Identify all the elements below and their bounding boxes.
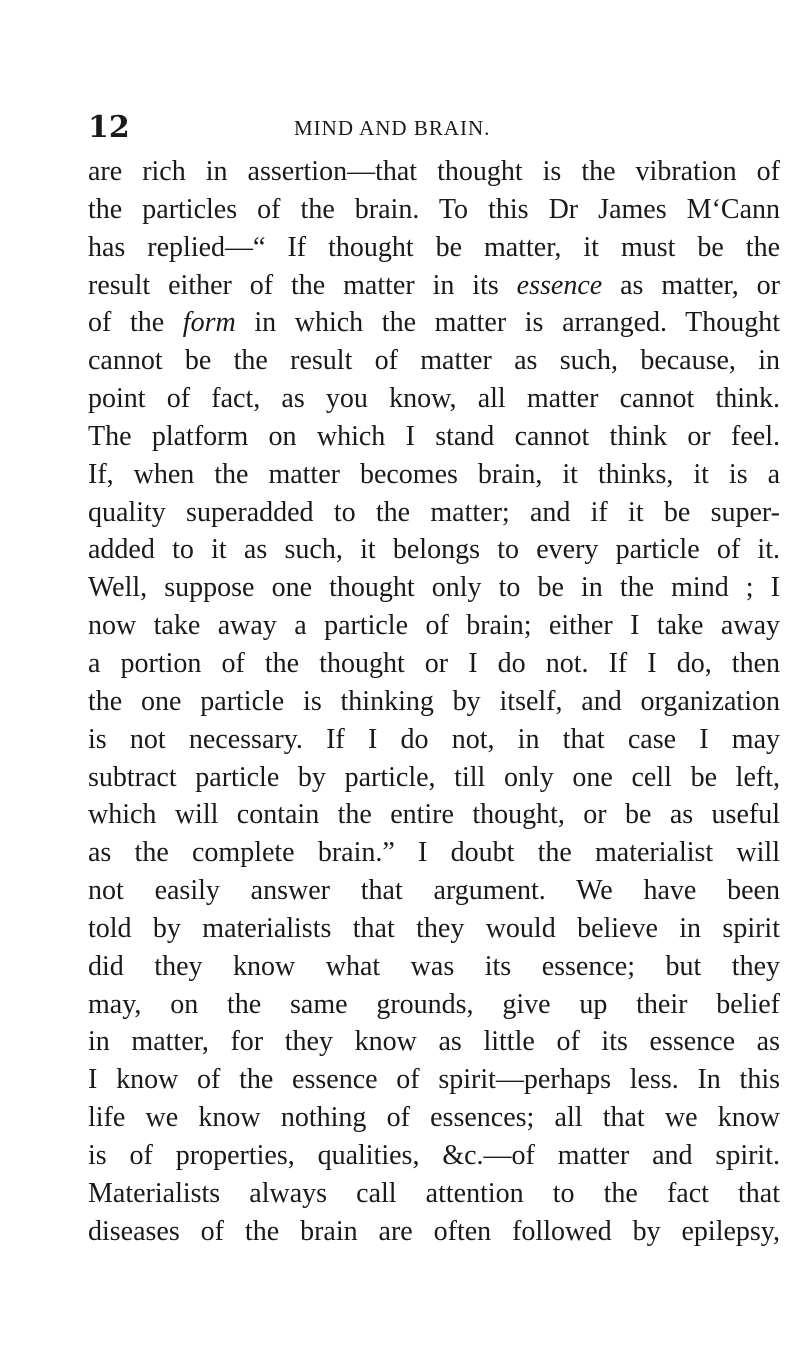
text-line: I know of the essence of spirit—perhaps less. In this [88, 1064, 780, 1096]
text-line: did they know what was its essence; but they [88, 950, 780, 982]
text-line: Well, suppose one thought only to be in the mind ; I [88, 572, 780, 604]
text-line: which will contain the entire thought, or be as useful [88, 799, 780, 831]
emphasis-text: essence [516, 269, 603, 301]
text-line: the particles of the brain. To this Dr James M‘Cann [88, 193, 780, 225]
text-line: are rich in assertion—that thought is the vibration of [88, 156, 780, 187]
text-line: is of properties, qualities, &c.—of matter and spirit. [88, 1139, 780, 1171]
text-fragment: as matter, or [602, 269, 780, 301]
text-line: is not necessary. If I do not, in that case I may [88, 723, 780, 755]
text-line: the one particle is thinking by itself, and organization [88, 685, 780, 717]
running-header [88, 108, 778, 148]
text-line: quality superadded to the matter; and if it be super- [88, 496, 780, 528]
text-line: Materialists always call attention to the fact that [88, 1177, 780, 1209]
text-line: as the complete brain.” I doubt the materialist will [88, 837, 780, 869]
text-line: in matter, for they know as little of its essence as [88, 1026, 780, 1058]
text-line: may, on the same grounds, give up their belief [88, 988, 780, 1020]
text-line: added to it as such, it belongs to every particle of it. [88, 534, 780, 566]
text-line: The platform on which I stand cannot think or feel. [88, 420, 780, 452]
text-line: life we know nothing of essences; all that we know [88, 1102, 780, 1134]
text-fragment: in which the matter is arranged. Thought [235, 307, 781, 339]
text-line: has replied—“ If thought be matter, it must be the [88, 231, 780, 263]
text-line: not easily answer that argument. We have been [88, 875, 780, 907]
page-number: 12 [88, 110, 130, 145]
text-line: If, when the matter becomes brain, it thinks, it is a [88, 458, 780, 490]
text-line: cannot be the result of matter as such, because, in [88, 345, 780, 377]
text-fragment: result either of the matter in its [88, 269, 517, 301]
text-fragment: of the [88, 307, 183, 339]
running-title: MIND AND BRAIN. [294, 116, 491, 140]
text-line [88, 304, 780, 342]
text-line: subtract particle by particle, till only one cell be left, [88, 761, 780, 793]
text-line: point of fact, as you know, all matter cannot think. [88, 383, 780, 415]
emphasis-text: form [182, 307, 236, 339]
body-text [88, 153, 780, 1250]
text-line: a portion of the thought or I do not. If I do, then [88, 647, 780, 679]
text-line [88, 267, 780, 305]
text-line: diseases of the brain are often followed by epilepsy, [88, 1215, 780, 1247]
text-line: now take away a particle of brain; either I take away [88, 610, 780, 642]
text-line: told by materialists that they would believe in spirit [88, 912, 780, 944]
